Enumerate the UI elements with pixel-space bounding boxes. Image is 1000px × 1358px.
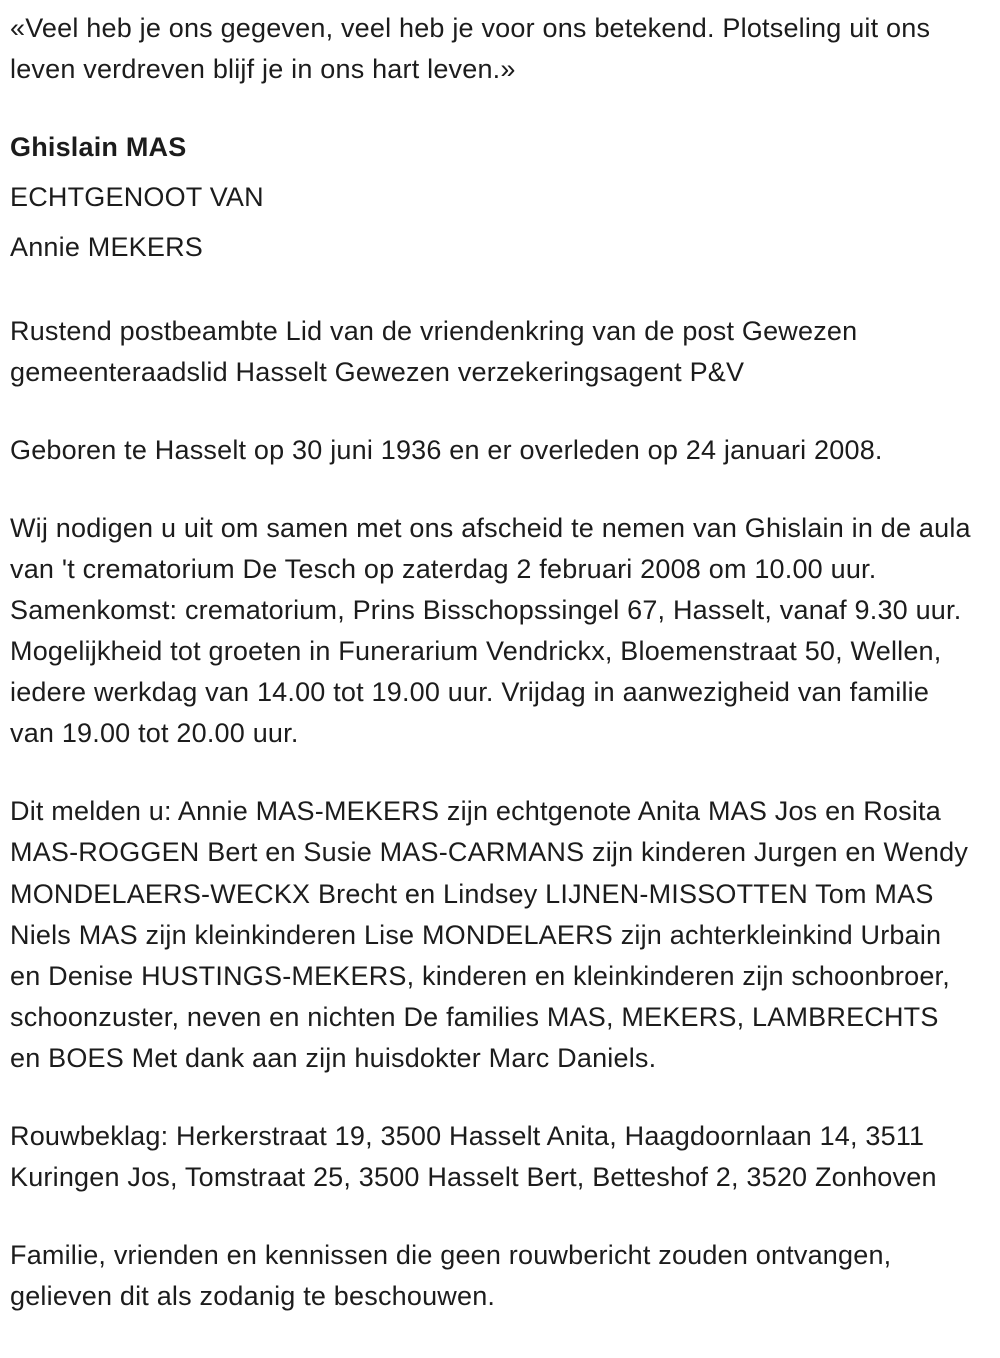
condolence-addresses: Rouwbeklag: Herkerstraat 19, 3500 Hasselt Anita, Haagdoornlaan 14, 3511 Kuringen Jos, Tomstraat 25, 3500 Hasselt Bert, Betteshof 2, 3520 Zonhoven bbox=[10, 1120, 937, 1192]
titles-and-memberships: Rustend postbeambte Lid van de vriendenkring van de post Gewezen gemeenteraadslid Hasselt Gewezen verzekeringsagent P&V bbox=[10, 316, 858, 388]
family-announcement: Dit melden u: Annie MAS-MEKERS zijn echtgenote Anita MAS Jos en Rosita MAS-ROGGEN Bert en Susie MAS-CARMANS zijn kinderen Jurgen en Wendy MONDELAERS-WECKX Brecht en Lindsey LIJNEN-MISSOTTEN Tom MAS Niels MAS zijn kleinkinderen Lise MONDELAERS zijn achterkleinkind Urbain en Denise HUSTINGS-MEKERS, kinderen en kleinkinderen zijn schoonbroer, schoonzuster, neven en nichten De families MAS, MEKERS, LAMBRECHTS en BOES Met dank aan zijn huisdokter Marc Daniels. bbox=[10, 796, 969, 1073]
spouse-name: Annie MEKERS bbox=[10, 232, 203, 263]
memorial-quote: «Veel heb je ons gegeven, veel heb je voor ons betekend. Plotseling uit ons leven verdreven blijf je in ons hart leven.» bbox=[10, 13, 931, 85]
closing-note: Familie, vrienden en kennissen die geen rouwbericht zouden ontvangen, gelieven dit als zodanig te beschouwen. bbox=[10, 1239, 892, 1311]
relation-label: ECHTGENOOT VAN bbox=[10, 182, 264, 213]
deceased-name: Ghislain MAS bbox=[10, 132, 187, 163]
birth-death-dates: Geboren te Hasselt op 30 juni 1936 en er overleden op 24 januari 2008. bbox=[10, 435, 883, 466]
ceremony-details: Wij nodigen u uit om samen met ons afscheid te nemen van Ghislain in de aula van 't crematorium De Tesch op zaterdag 2 februari 2008 om 10.00 uur. Samenkomst: crematorium, Prins Bisschopssingel 67, Hasselt, vanaf 9.30 uur. Mogelijkheid tot groeten in Funerarium Vendrickx, Bloemenstraat 50, Wellen, iedere werkdag van 14.00 tot 19.00 uur. Vrijdag in aanwezigheid van familie van 19.00 tot 20.00 uur. bbox=[10, 513, 971, 749]
